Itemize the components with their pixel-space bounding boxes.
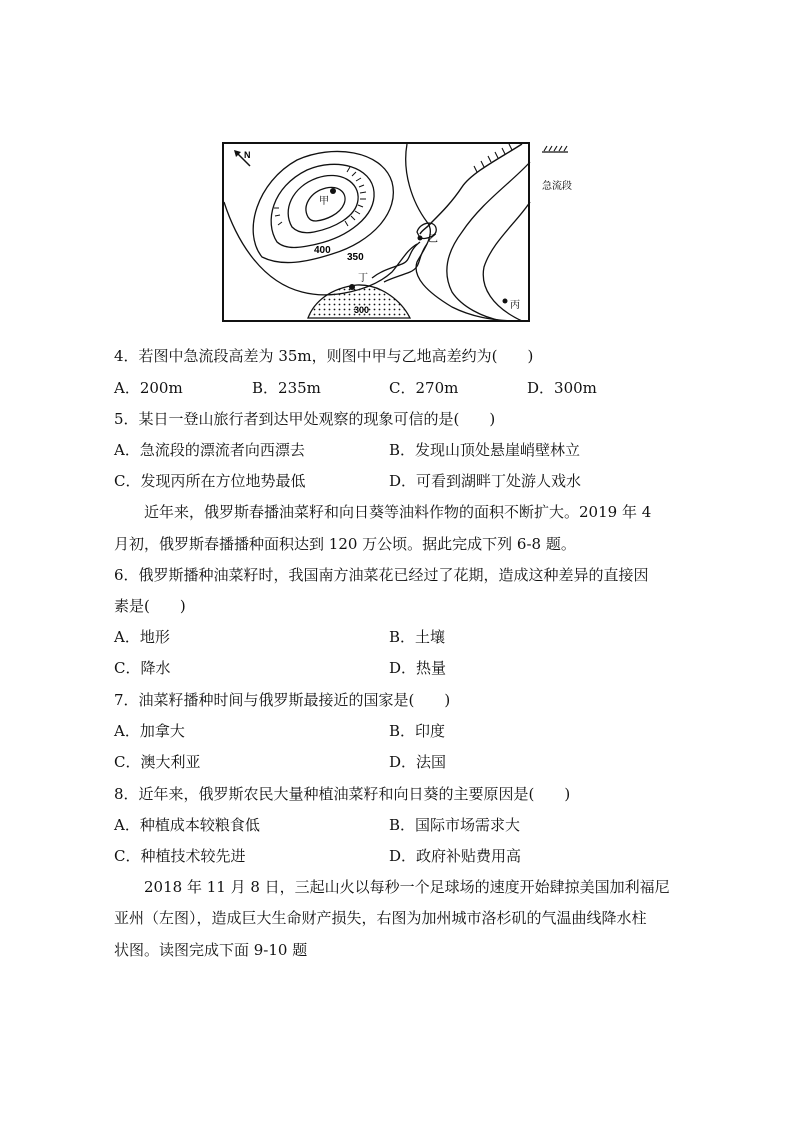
point-jia-marker — [330, 188, 336, 194]
point-bing-marker — [503, 299, 508, 304]
legend-label: 急流段 — [542, 181, 572, 192]
point-bing-label: 丙 — [510, 300, 520, 311]
q4-option-a: A．200m — [114, 379, 183, 397]
passage2-line2: 亚州（左图），造成巨大生命财产损失，右图为加州城市洛杉矶的气温曲线降水柱 — [114, 909, 647, 927]
q8-option-d: D．政府补贴费用高 — [389, 847, 522, 865]
q8-option-c: C．种植技术较先进 — [114, 847, 246, 865]
contour-label-350: 350 — [347, 252, 364, 263]
point-yi-label: 乙 — [428, 234, 438, 245]
q4-option-d: D．300m — [527, 379, 597, 397]
q5-option-c: C．发现丙所在方位地势最低 — [114, 472, 306, 490]
q6-stem-line2: 素是( ) — [114, 597, 186, 615]
point-ding-label: 丁 — [358, 273, 368, 284]
q7-option-a: A．加拿大 — [114, 722, 185, 740]
contour-label-300: 300 — [354, 305, 370, 315]
q6-option-d: D．热量 — [389, 659, 447, 677]
q8-option-b: B．国际市场需求大 — [389, 816, 521, 834]
q4-option-c: C．270m — [389, 379, 459, 397]
q7-option-d: D．法国 — [389, 753, 447, 771]
passage1-line1: 近年来，俄罗斯春播油菜籽和向日葵等油料作物的面积不断扩大。2019 年 4 — [144, 503, 652, 521]
q6-option-b: B．土壤 — [389, 628, 446, 646]
q6-option-a: A．地形 — [114, 628, 170, 646]
q8-stem: 8．近年来，俄罗斯农民大量种植油菜籽和向日葵的主要原因是( ) — [114, 785, 571, 803]
contour-label-400: 400 — [314, 245, 331, 256]
passage1-line2: 月初，俄罗斯春播播种面积达到 120 万公顷。据此完成下列 6-8 题。 — [114, 535, 576, 553]
passage2-line3: 状图。读图完成下面 9-10 题 — [114, 941, 308, 959]
q4-stem: 4．若图中急流段高差为 35m，则图中甲与乙地高差约为( ) — [114, 347, 534, 365]
q7-option-c: C．澳大利亚 — [114, 753, 201, 771]
point-ding-marker — [349, 284, 355, 290]
q5-option-d: D．可看到湖畔丁处游人戏水 — [389, 472, 582, 490]
q5-option-a: A．急流段的漂流者向西漂去 — [114, 441, 305, 459]
q6-option-c: C．降水 — [114, 659, 171, 677]
q8-option-a: A．种植成本较粮食低 — [114, 816, 260, 834]
q7-option-b: B．印度 — [389, 722, 446, 740]
passage2-line1: 2018 年 11 月 8 日，三起山火以每秒一个足球场的速度开始肆掠美国加利福尼 — [144, 878, 670, 896]
north-label: N — [244, 150, 251, 160]
q4-option-b: B．235m — [252, 379, 321, 397]
q7-stem: 7．油菜籽播种时间与俄罗斯最接近的国家是( ) — [114, 691, 451, 709]
point-jia-label: 甲 — [319, 196, 329, 207]
rapids-legend-icon — [542, 146, 568, 152]
q5-option-b: B．发现山顶处悬崖峭壁林立 — [389, 441, 581, 459]
q5-stem: 5．某日一登山旅行者到达甲处观察的现象可信的是( ) — [114, 410, 496, 428]
q6-stem-line1: 6．俄罗斯播种油菜籽时，我国南方油菜花已经过了花期，造成这种差异的直接因 — [114, 566, 649, 584]
point-yi-marker — [418, 236, 423, 241]
topographic-map — [222, 142, 582, 324]
